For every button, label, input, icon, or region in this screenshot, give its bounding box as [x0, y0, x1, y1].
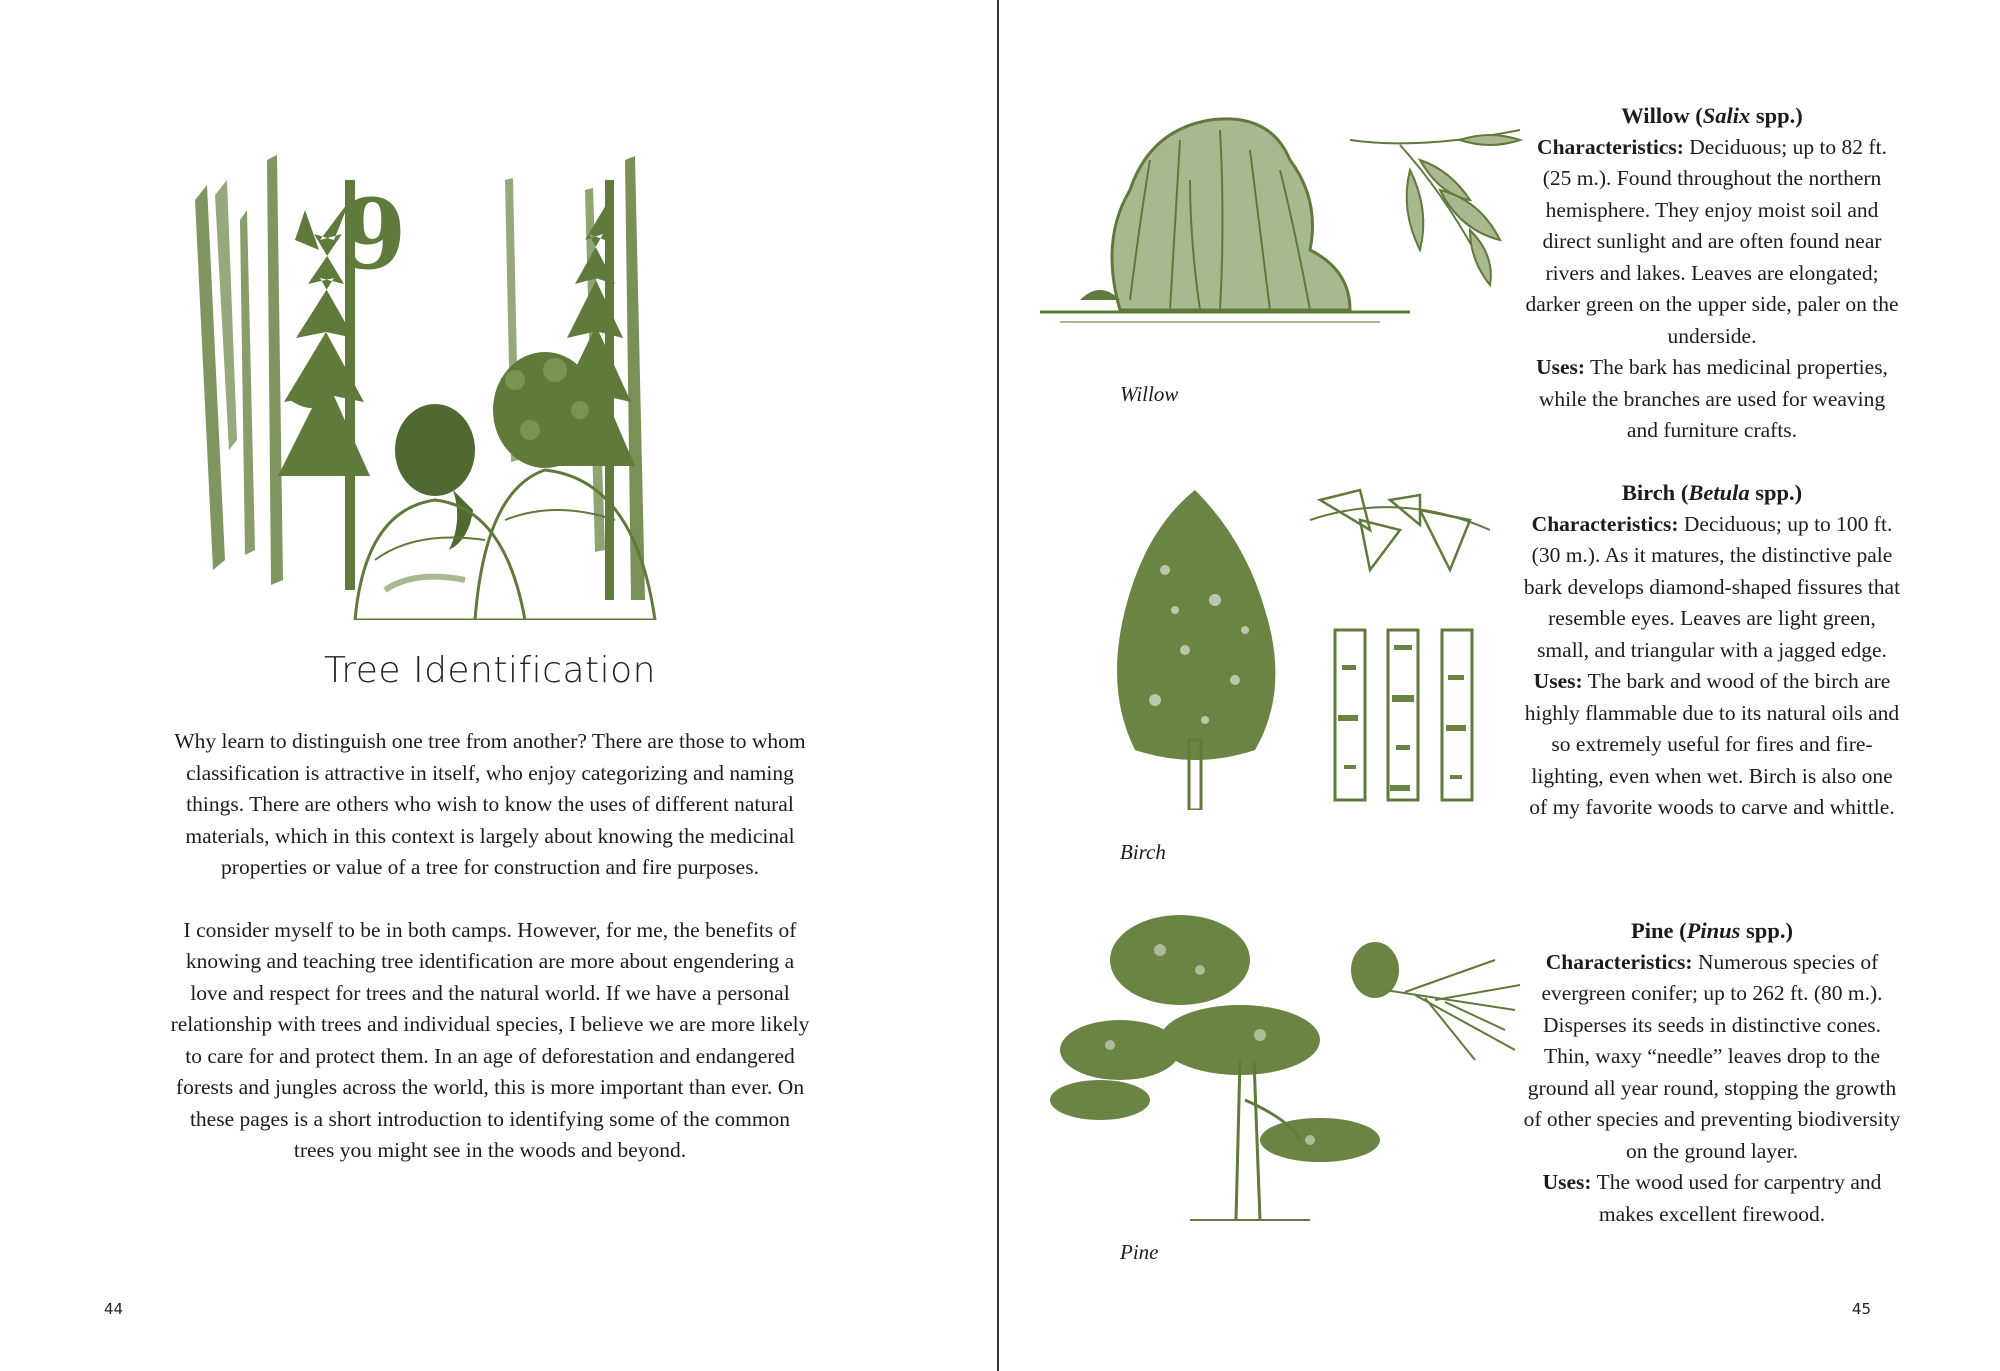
- willow-leaf-illustration: [1340, 120, 1530, 290]
- birch-char-label: Characteristics:: [1531, 511, 1679, 536]
- birch-leaf-illustration: [1300, 480, 1500, 600]
- birch-heading: Birch (Betula spp.): [1621, 480, 1803, 505]
- birch-entry: [1522, 477, 1902, 824]
- left-page: [0, 0, 999, 1371]
- pine-entry: [1522, 915, 1902, 1230]
- pine-characteristics: Numerous species of evergreen conifer; up to 262 ft. (80 m.). Disperses its seeds in distinctive cones. Thin, waxy “needle” leaves drop to the ground all year round, stopping the growth of other species and preventing biodiversity on the ground layer.: [1523, 949, 1901, 1163]
- willow-heading: Willow (Salix spp.): [1621, 103, 1803, 128]
- willow-entry: [1522, 100, 1902, 447]
- pine-spp: spp.: [1746, 918, 1786, 943]
- birch-bark-illustration: [1330, 625, 1480, 805]
- chapter-illustration: [185, 140, 725, 620]
- page-number-right: 45: [1852, 1300, 1872, 1318]
- willow-latin: Salix: [1702, 103, 1751, 128]
- pine-caption: Pine: [1120, 1240, 1159, 1264]
- birch-tree-illustration: [1095, 480, 1295, 810]
- intro-text: [170, 726, 810, 1198]
- pine-cone-illustration: [1345, 940, 1525, 1070]
- birch-characteristics: Deciduous; up to 100 ft. (30 m.). As it matures, the distinctive pale bark develops diamond-shaped fissures that resemble eyes. Leaves are light green, small, and triangular with a jagged edge.: [1523, 511, 1901, 662]
- pine-tree-illustration: [1040, 900, 1390, 1230]
- birch-caption: Birch: [1120, 840, 1166, 864]
- willow-caption: Willow: [1120, 382, 1179, 406]
- birch-latin: Betula: [1688, 480, 1750, 505]
- pine-heading: Pine (Pinus spp.): [1631, 918, 1793, 943]
- pine-uses-label: Uses:: [1542, 1170, 1592, 1194]
- page-number-left: 44: [104, 1300, 124, 1318]
- intro-paragraph-1: Why learn to distinguish one tree from another? There are those to whom classification is attractive in itself, who enjoy categorizing and naming things. There are others who wish to know the uses of different natural materials, which in this context is largely about knowing the medicinal properties or value of a tree for construction and fire purposes.: [174, 729, 806, 879]
- willow-char-label: Characteristics:: [1537, 134, 1684, 159]
- willow-uses-label: Uses:: [1536, 355, 1586, 379]
- willow-name: Willow: [1621, 103, 1690, 128]
- willow-characteristics: Deciduous; up to 82 ft. (25 m.). Found throughout the northern hemisphere. They enjoy moist soil and direct sunlight and are often found near rivers and lakes. Leaves are elongated; darker green on the upper side, paler on the underside.: [1525, 134, 1899, 348]
- pine-latin: Pinus: [1686, 918, 1741, 943]
- willow-spp: spp.: [1755, 103, 1796, 128]
- chapter-number-text: 9: [339, 178, 407, 291]
- pine-name: Pine: [1631, 918, 1674, 943]
- birch-name: Birch: [1621, 480, 1676, 505]
- pine-uses: The wood used for carpentry and makes excellent firewood.: [1596, 1170, 1882, 1226]
- willow-uses: The bark has medicinal properties, while the branches are used for weaving and furniture crafts.: [1538, 355, 1888, 442]
- chapter-title: Tree Identification: [324, 650, 656, 691]
- pine-char-label: Characteristics:: [1545, 949, 1693, 974]
- intro-paragraph-2: I consider myself to be in both camps. However, for me, the benefits of knowing and teaching tree identification are more about engendering a love and respect for trees and the natural world. If we have a personal relationship with trees and individual species, I believe we are more likely to care for and protect them. In an age of deforestation and endangered forests and jungles across the world, this is more important than ever. On these pages is a short introduction to identifying some of the common trees you might see in the woods and beyond.: [170, 917, 810, 1162]
- birch-spp: spp.: [1755, 480, 1795, 505]
- birch-uses-label: Uses:: [1533, 669, 1583, 693]
- chapter-number: [313, 178, 433, 291]
- birch-uses: The bark and wood of the birch are highly flammable due to its natural oils and so extremely useful for fires and fire-lighting, even when wet. Birch is also one of my favorite woods to carve and whittle.: [1524, 669, 1900, 819]
